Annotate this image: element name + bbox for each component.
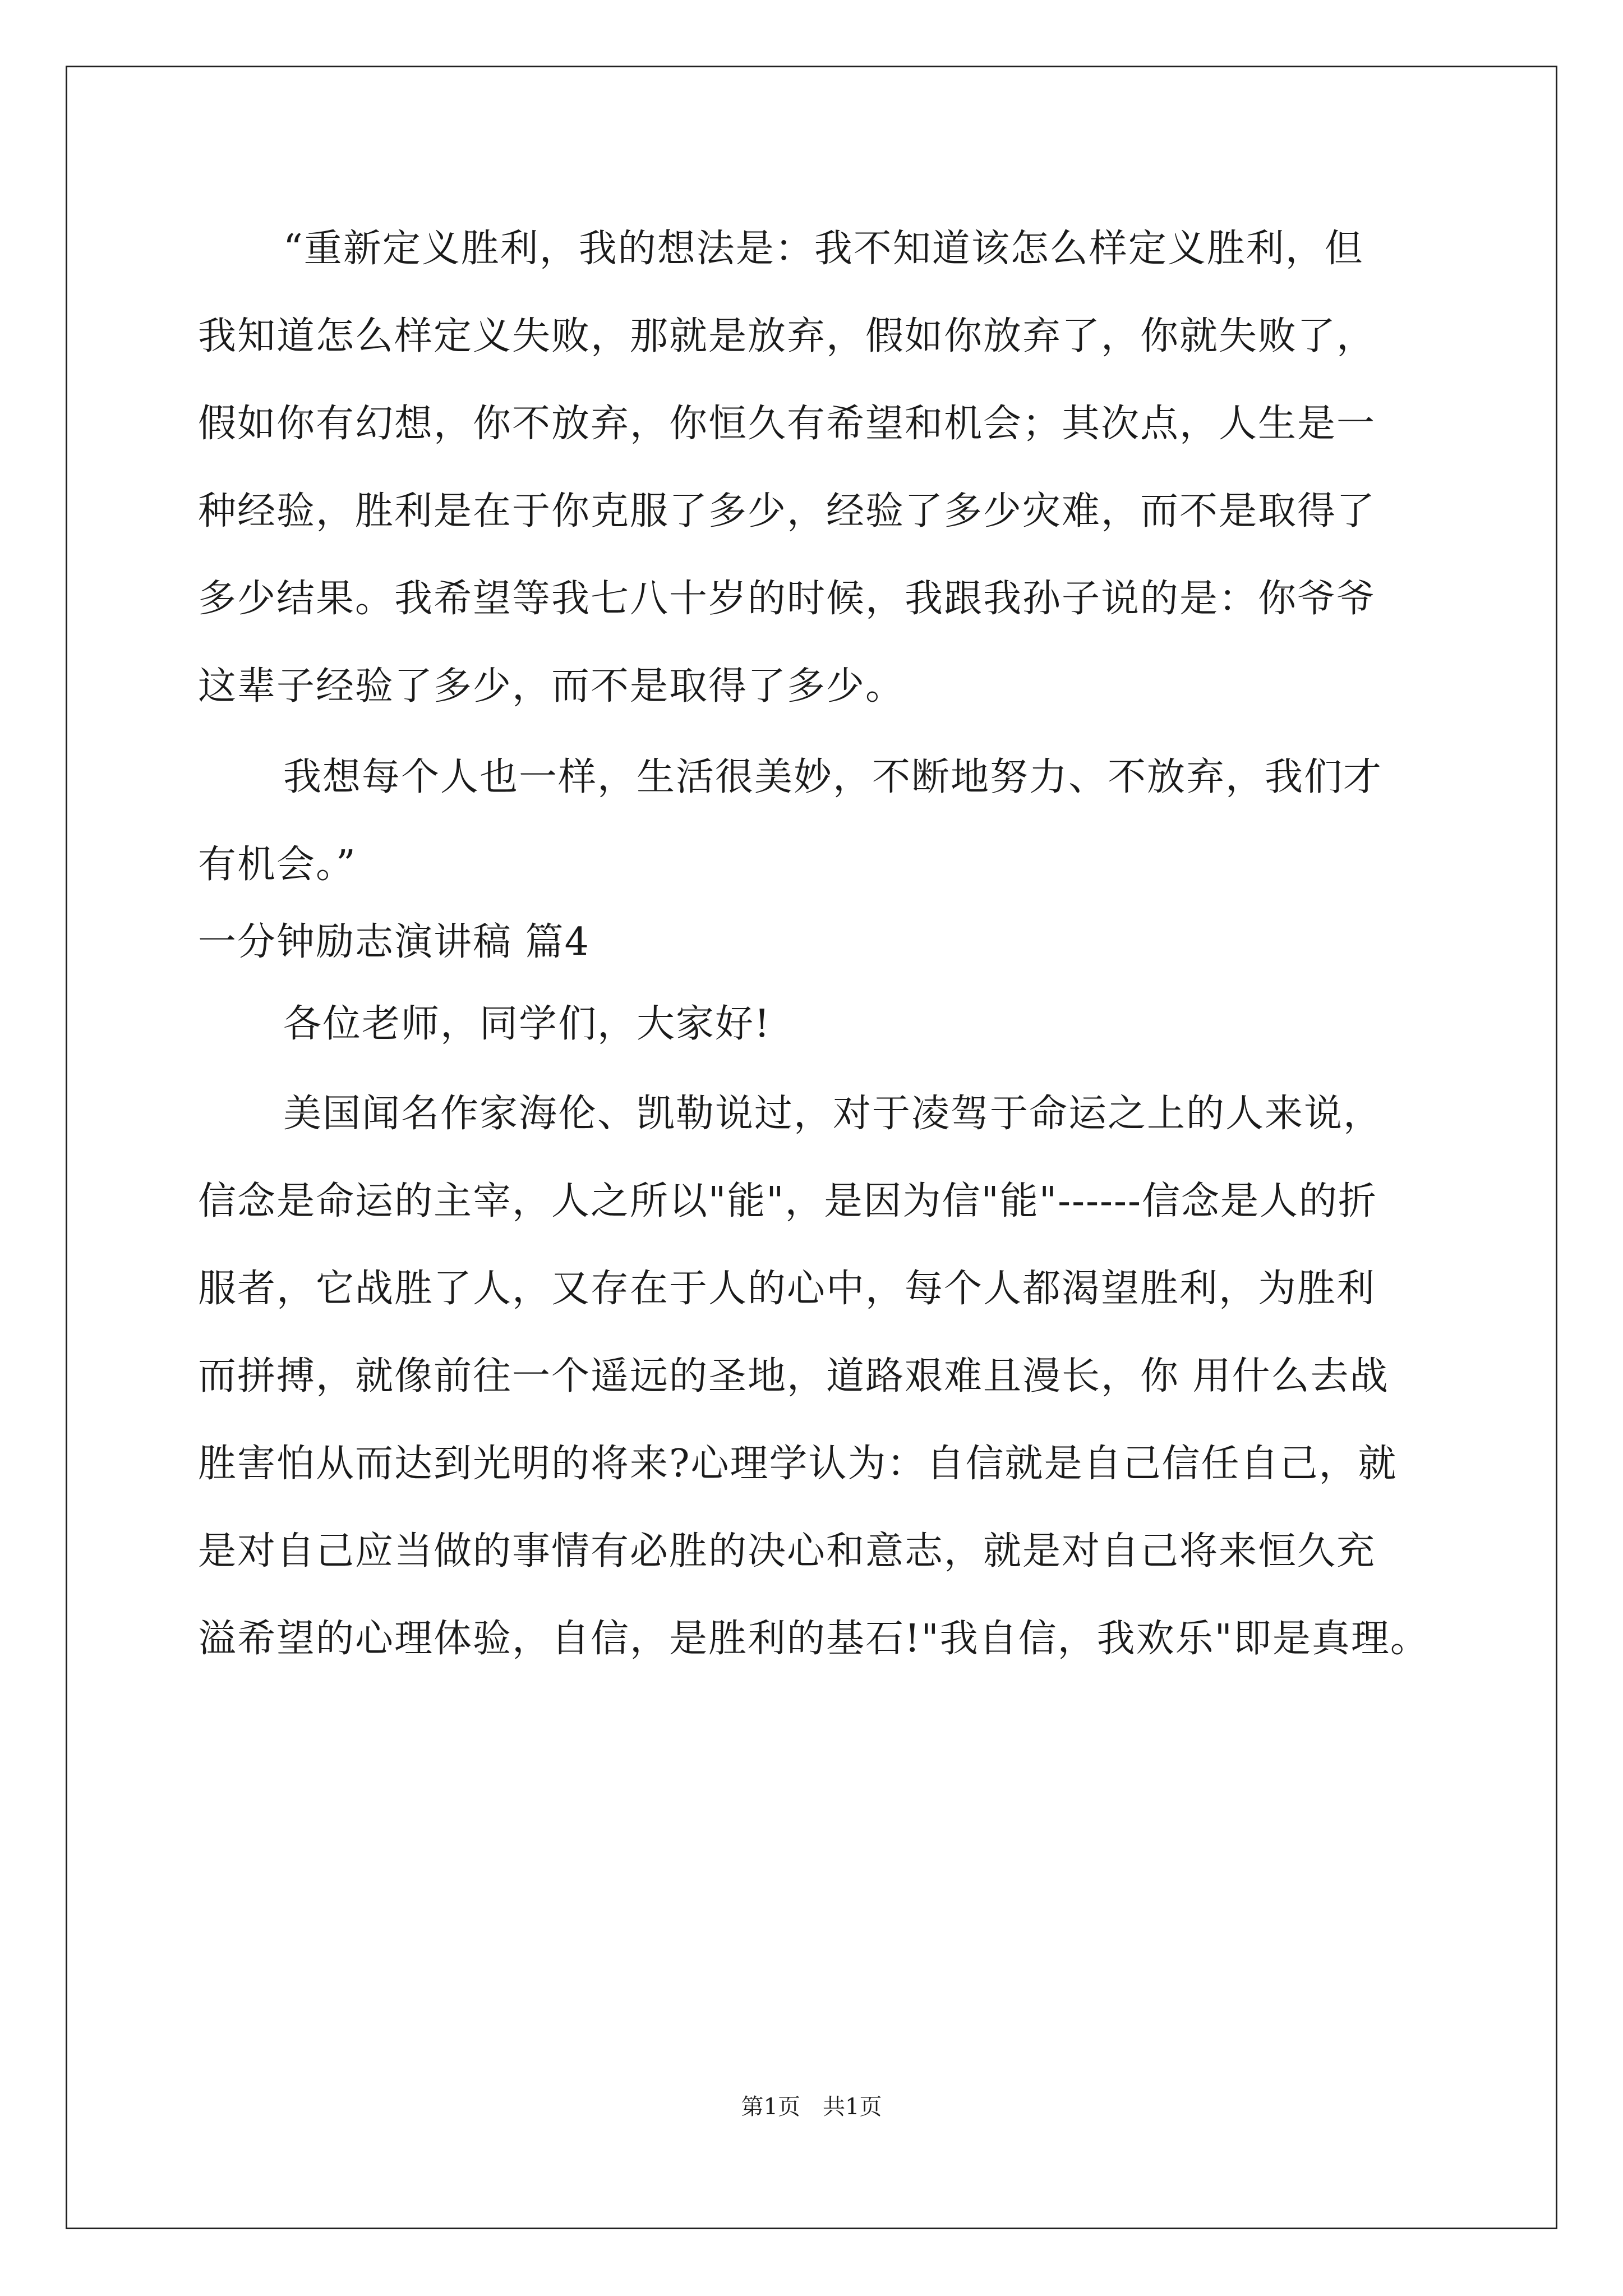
section-heading: 一分钟励志演讲稿 篇4 — [198, 920, 590, 964]
paragraph-line: 服者，它战胜了人，又存在于人的心中，每个人都渴望胜利，为胜利 — [198, 1267, 1376, 1311]
paragraph-line: 溢希望的心理体验，自信，是胜利的基石!"我自信，我欢乐"即是真理。 — [198, 1617, 1430, 1661]
paragraph-line: 胜害怕从而达到光明的将来?心理学认为：自信就是自己信任自己，就 — [198, 1442, 1398, 1486]
page-footer: 第1页 共1页 — [741, 2094, 882, 2120]
greeting-line: 各位老师，同学们，大家好! — [283, 1002, 771, 1046]
paragraph-line: 有机会。” — [198, 843, 357, 887]
paragraph-line: 而拼搏，就像前往一个遥远的圣地，道路艰难且漫长，你 用什么去战 — [198, 1354, 1389, 1398]
paragraph-line: 美国闻名作家海伦、凯勒说过，对于凌驾于命运之上的人来说， — [283, 1092, 1383, 1136]
paragraph-line: 是对自己应当做的事情有必胜的决心和意志，就是对自己将来恒久充 — [198, 1529, 1376, 1573]
page-border — [66, 66, 1557, 2229]
paragraph-line: 种经验，胜利是在于你克服了多少，经验了多少灾难，而不是取得了 — [198, 489, 1376, 533]
paragraph-line: 我想每个人也一样，生活很美妙，不断地努力、不放弃，我们才 — [283, 755, 1383, 799]
paragraph-line: 这辈子经验了多少，而不是取得了多少。 — [198, 664, 905, 708]
paragraph-line: “重新定义胜利，我的想法是：我不知道该怎么样定义胜利，但 — [283, 227, 1364, 271]
paragraph-line: 多少结果。我希望等我七八十岁的时候，我跟我孙子说的是：你爷爷 — [198, 577, 1376, 621]
paragraph-line: 信念是命运的主宰，人之所以"能"，是因为信"能"------信念是人的折 — [198, 1179, 1377, 1223]
paragraph-line: 假如你有幻想，你不放弃，你恒久有希望和机会；其次点，人生是一 — [198, 402, 1376, 446]
paragraph-line: 我知道怎么样定义失败，那就是放弃，假如你放弃了，你就失败了， — [198, 314, 1376, 358]
